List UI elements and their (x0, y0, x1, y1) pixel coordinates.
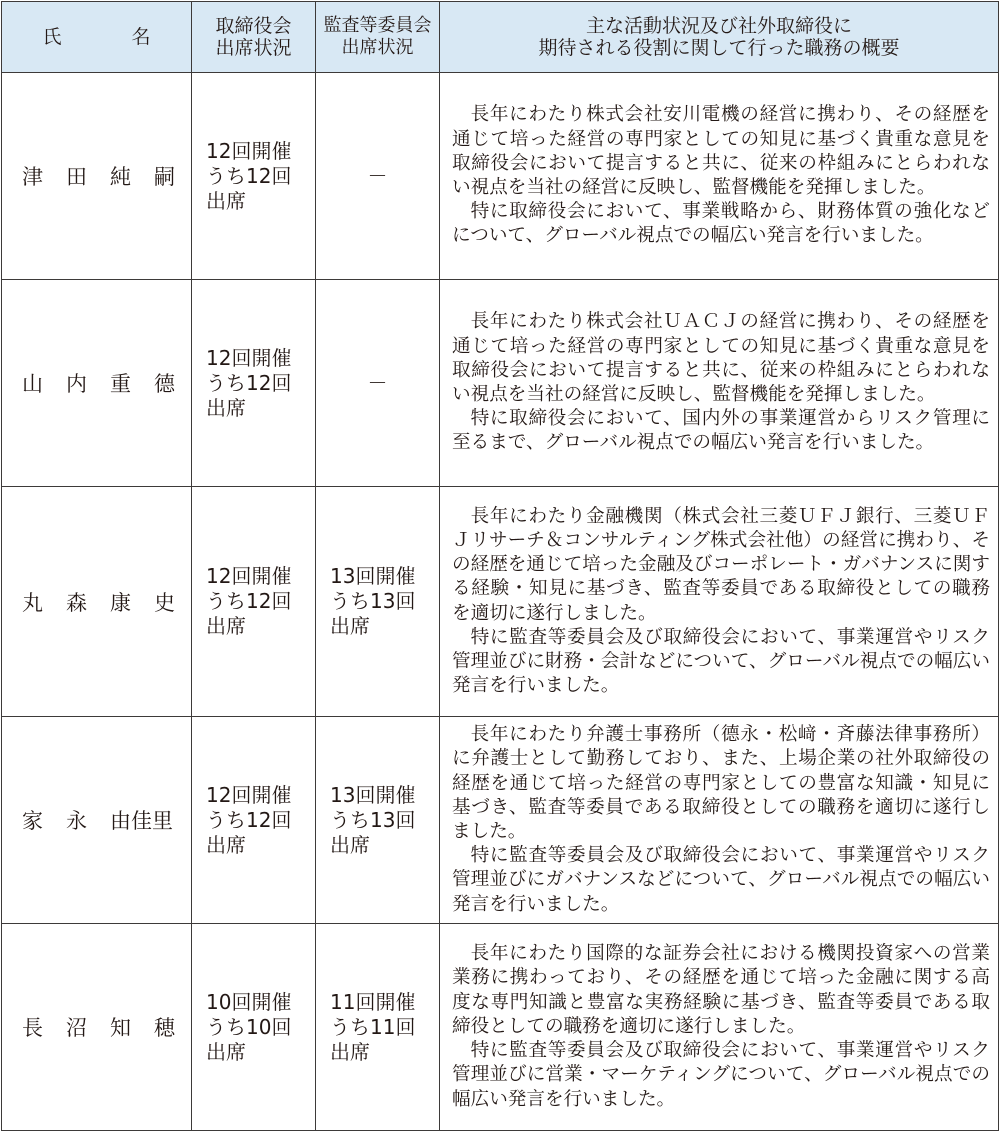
board-attendance: 12回開催 うち12回 出席 (192, 487, 316, 717)
activity-paragraph: 長年にわたり弁護士事務所（德永・松﨑・斉藤法律事務所）に弁護士として勤務しており、また、上場企業の社外取締役の経歴を通じて培った経営の専門家としての豊富な知識・知見に基づき、監査等委員である取締役としての職務を適切に遂行しました。 (452, 724, 990, 842)
director-name: 津 田 純 嗣 (2, 73, 192, 280)
header-name-right: 名 (131, 26, 151, 48)
header-audit-attendance: 監査等委員会 出席状況 (316, 2, 440, 73)
activity-summary (440, 280, 999, 487)
audit-attendance: － (316, 73, 440, 280)
director-row (2, 717, 999, 924)
outside-directors-table (1, 1, 999, 1131)
board-attendance: 12回開催 うち12回 出席 (192, 280, 316, 487)
activity-paragraph: 長年にわたり国際的な証券会社における機関投資家への営業業務に携わっており、その経歴を通じて培った金融に関する高度な専門知識と豊富な実務経験に基づき、監査等委員である取締役としての職務を適切に遂行しました。 (452, 943, 990, 1037)
activity-summary (440, 717, 999, 924)
activity-paragraph: 特に取締役会において、事業戦略から、財務体質の強化などについて、グローバル視点での幅広い発言を行いました。 (452, 201, 990, 247)
header-activities: 主な活動状況及び社外取締役に 期待される役割に関して行った職務の概要 (440, 2, 999, 73)
header-name (2, 2, 192, 73)
director-name: 丸 森 康 史 (2, 487, 192, 717)
header-name-left: 氏 (42, 26, 62, 48)
director-name: 長 沼 知 穂 (2, 924, 192, 1131)
activity-paragraph: 特に監査等委員会及び取締役会において、事業運営やリスク管理並びに営業・マーケティングについて、グローバル視点での幅広い発言を行いました。 (452, 1040, 990, 1110)
director-row (2, 73, 999, 280)
audit-attendance: 11回開催 うち11回 出席 (316, 924, 440, 1131)
activity-paragraph: 長年にわたり株式会社安川電機の経営に携わり、その経歴を通じて培った経営の専門家としての知見に基づく貴重な意見を取締役会において提言すると共に、従来の枠組みにとらわれない視点を当社の経営に反映し、監督機能を発揮しました。 (452, 104, 990, 198)
board-attendance: 10回開催 うち10回 出席 (192, 924, 316, 1131)
activity-summary (440, 73, 999, 280)
activity-paragraph: 特に監査等委員会及び取締役会において、事業運営やリスク管理並びにガバナンスなどについて、グローバル視点での幅広い発言を行いました。 (452, 845, 990, 915)
activity-summary (440, 487, 999, 717)
director-row (2, 280, 999, 487)
header-row (2, 2, 999, 73)
board-attendance: 12回開催 うち12回 出席 (192, 73, 316, 280)
director-name: 家 永 由佳里 (2, 717, 192, 924)
activity-summary (440, 924, 999, 1131)
activity-paragraph: 特に監査等委員会及び取締役会において、事業運営やリスク管理並びに財務・会計などについて、グローバル視点での幅広い発言を行いました。 (452, 626, 990, 697)
audit-attendance: － (316, 280, 440, 487)
director-row (2, 487, 999, 717)
activity-paragraph: 長年にわたり金融機関（株式会社三菱ＵＦＪ銀行、三菱ＵＦＪリサーチ＆コンサルティング株式会社他）の経営に携わり、その経歴を通じて培った金融及びコーポレート・ガバナンスに関する経験・知見に基づき、監査等委員である取締役としての職務を適切に遂行しました。 (452, 505, 990, 624)
director-row (2, 924, 999, 1131)
activity-paragraph: 特に取締役会において、国内外の事業運営からリスク管理に至るまで、グローバル視点での幅広い発言を行いました。 (452, 408, 990, 454)
director-name: 山 内 重 德 (2, 280, 192, 487)
activity-paragraph: 長年にわたり株式会社ＵＡＣＪの経営に携わり、その経歴を通じて培った経営の専門家としての知見に基づく貴重な意見を取締役会において提言すると共に、従来の枠組みにとらわれない視点を当社の経営に反映し、監督機能を発揮しました。 (452, 311, 990, 405)
header-board-attendance: 取締役会 出席状況 (192, 2, 316, 73)
audit-attendance: 13回開催 うち13回 出席 (316, 487, 440, 717)
audit-attendance: 13回開催 うち13回 出席 (316, 717, 440, 924)
board-attendance: 12回開催 うち12回 出席 (192, 717, 316, 924)
